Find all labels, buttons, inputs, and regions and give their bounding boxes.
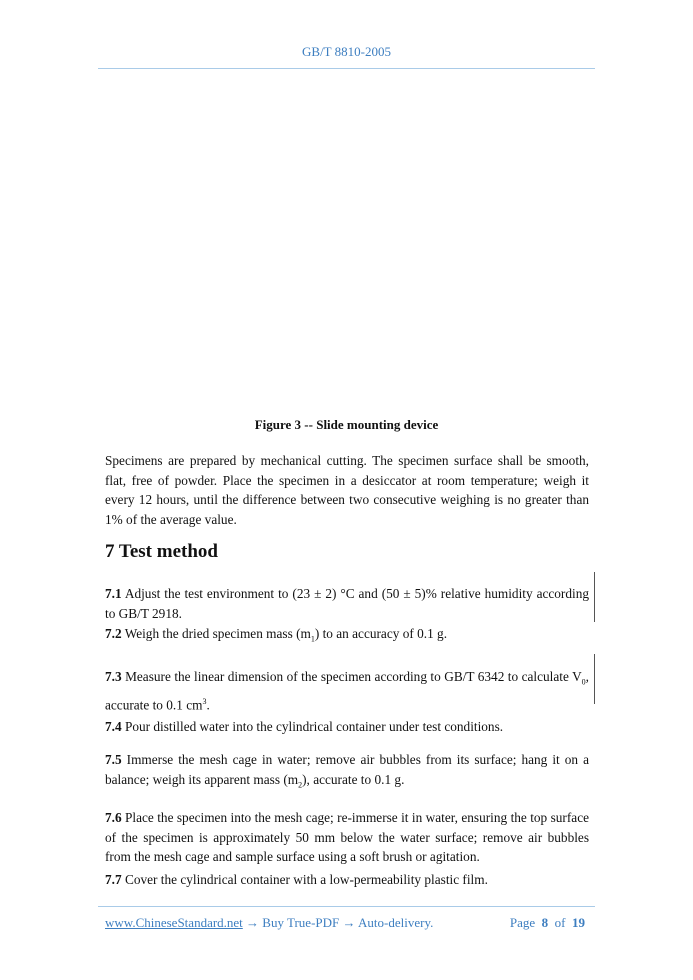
footer-promo: www.ChineseStandard.net → Buy True-PDF → Auto-delivery.: [105, 915, 434, 930]
clause-7-6: 7.6 Place the specimen into the mesh cage; re-immerse it in water, ensuring the top surface of the specimen is approximately 50 mm below the water surface; remove air bubbles from the mesh cage and sample surface using a soft brush or agitation.: [105, 810, 589, 864]
section-heading: 7 Test method: [105, 541, 218, 562]
figure-caption: Figure 3 -- Slide mounting device: [254, 417, 439, 432]
clause-7-2: 7.2 Weigh the dried specimen mass $(m_1)$ to an accuracy of 0.1 g.: [105, 626, 448, 644]
clause-7-1: 7.1 Adjust the test environment to (23 ± 2) °C and (50 ± 5)% relative humidity according to GB/T 2918.: [105, 586, 589, 621]
clause-7-5: 7.5 Immerse the mesh cage in water; remove air bubbles from its surface; hang it on a balance; weigh its apparent mass $(m_2)$, accurate to 0.1 g.: [105, 752, 589, 790]
change-bar: [594, 654, 595, 704]
header-title: GB/T 8810-2005: [302, 44, 391, 59]
clause-7-7: 7.7 Cover the cylindrical container with a low-permeability plastic film.: [105, 872, 488, 887]
clause-7-4: 7.4 Pour distilled water into the cylindrical container under test conditions.: [105, 719, 504, 734]
header-rule: [98, 68, 595, 69]
website-link[interactable]: www.ChineseStandard.net: [105, 915, 243, 930]
clause-7-3: 7.3 Measure the linear dimension of the specimen according to GB/T 6342 to calculate $V_0$, accurate to 0.1 $cm^3$.: [105, 669, 589, 713]
page-number: Page 8 of 19: [509, 915, 585, 930]
footer-rule: [98, 906, 595, 907]
change-bar: [594, 572, 595, 622]
intro-paragraph: Specimens are prepared by mechanical cutting. The specimen surface shall be smooth, flat, free of powder. Place the specimen in a desiccator at room temperature; weigh it every 12 hours, until the difference between two consecutive weighing is no greater than 1% of the average value.: [105, 453, 589, 527]
